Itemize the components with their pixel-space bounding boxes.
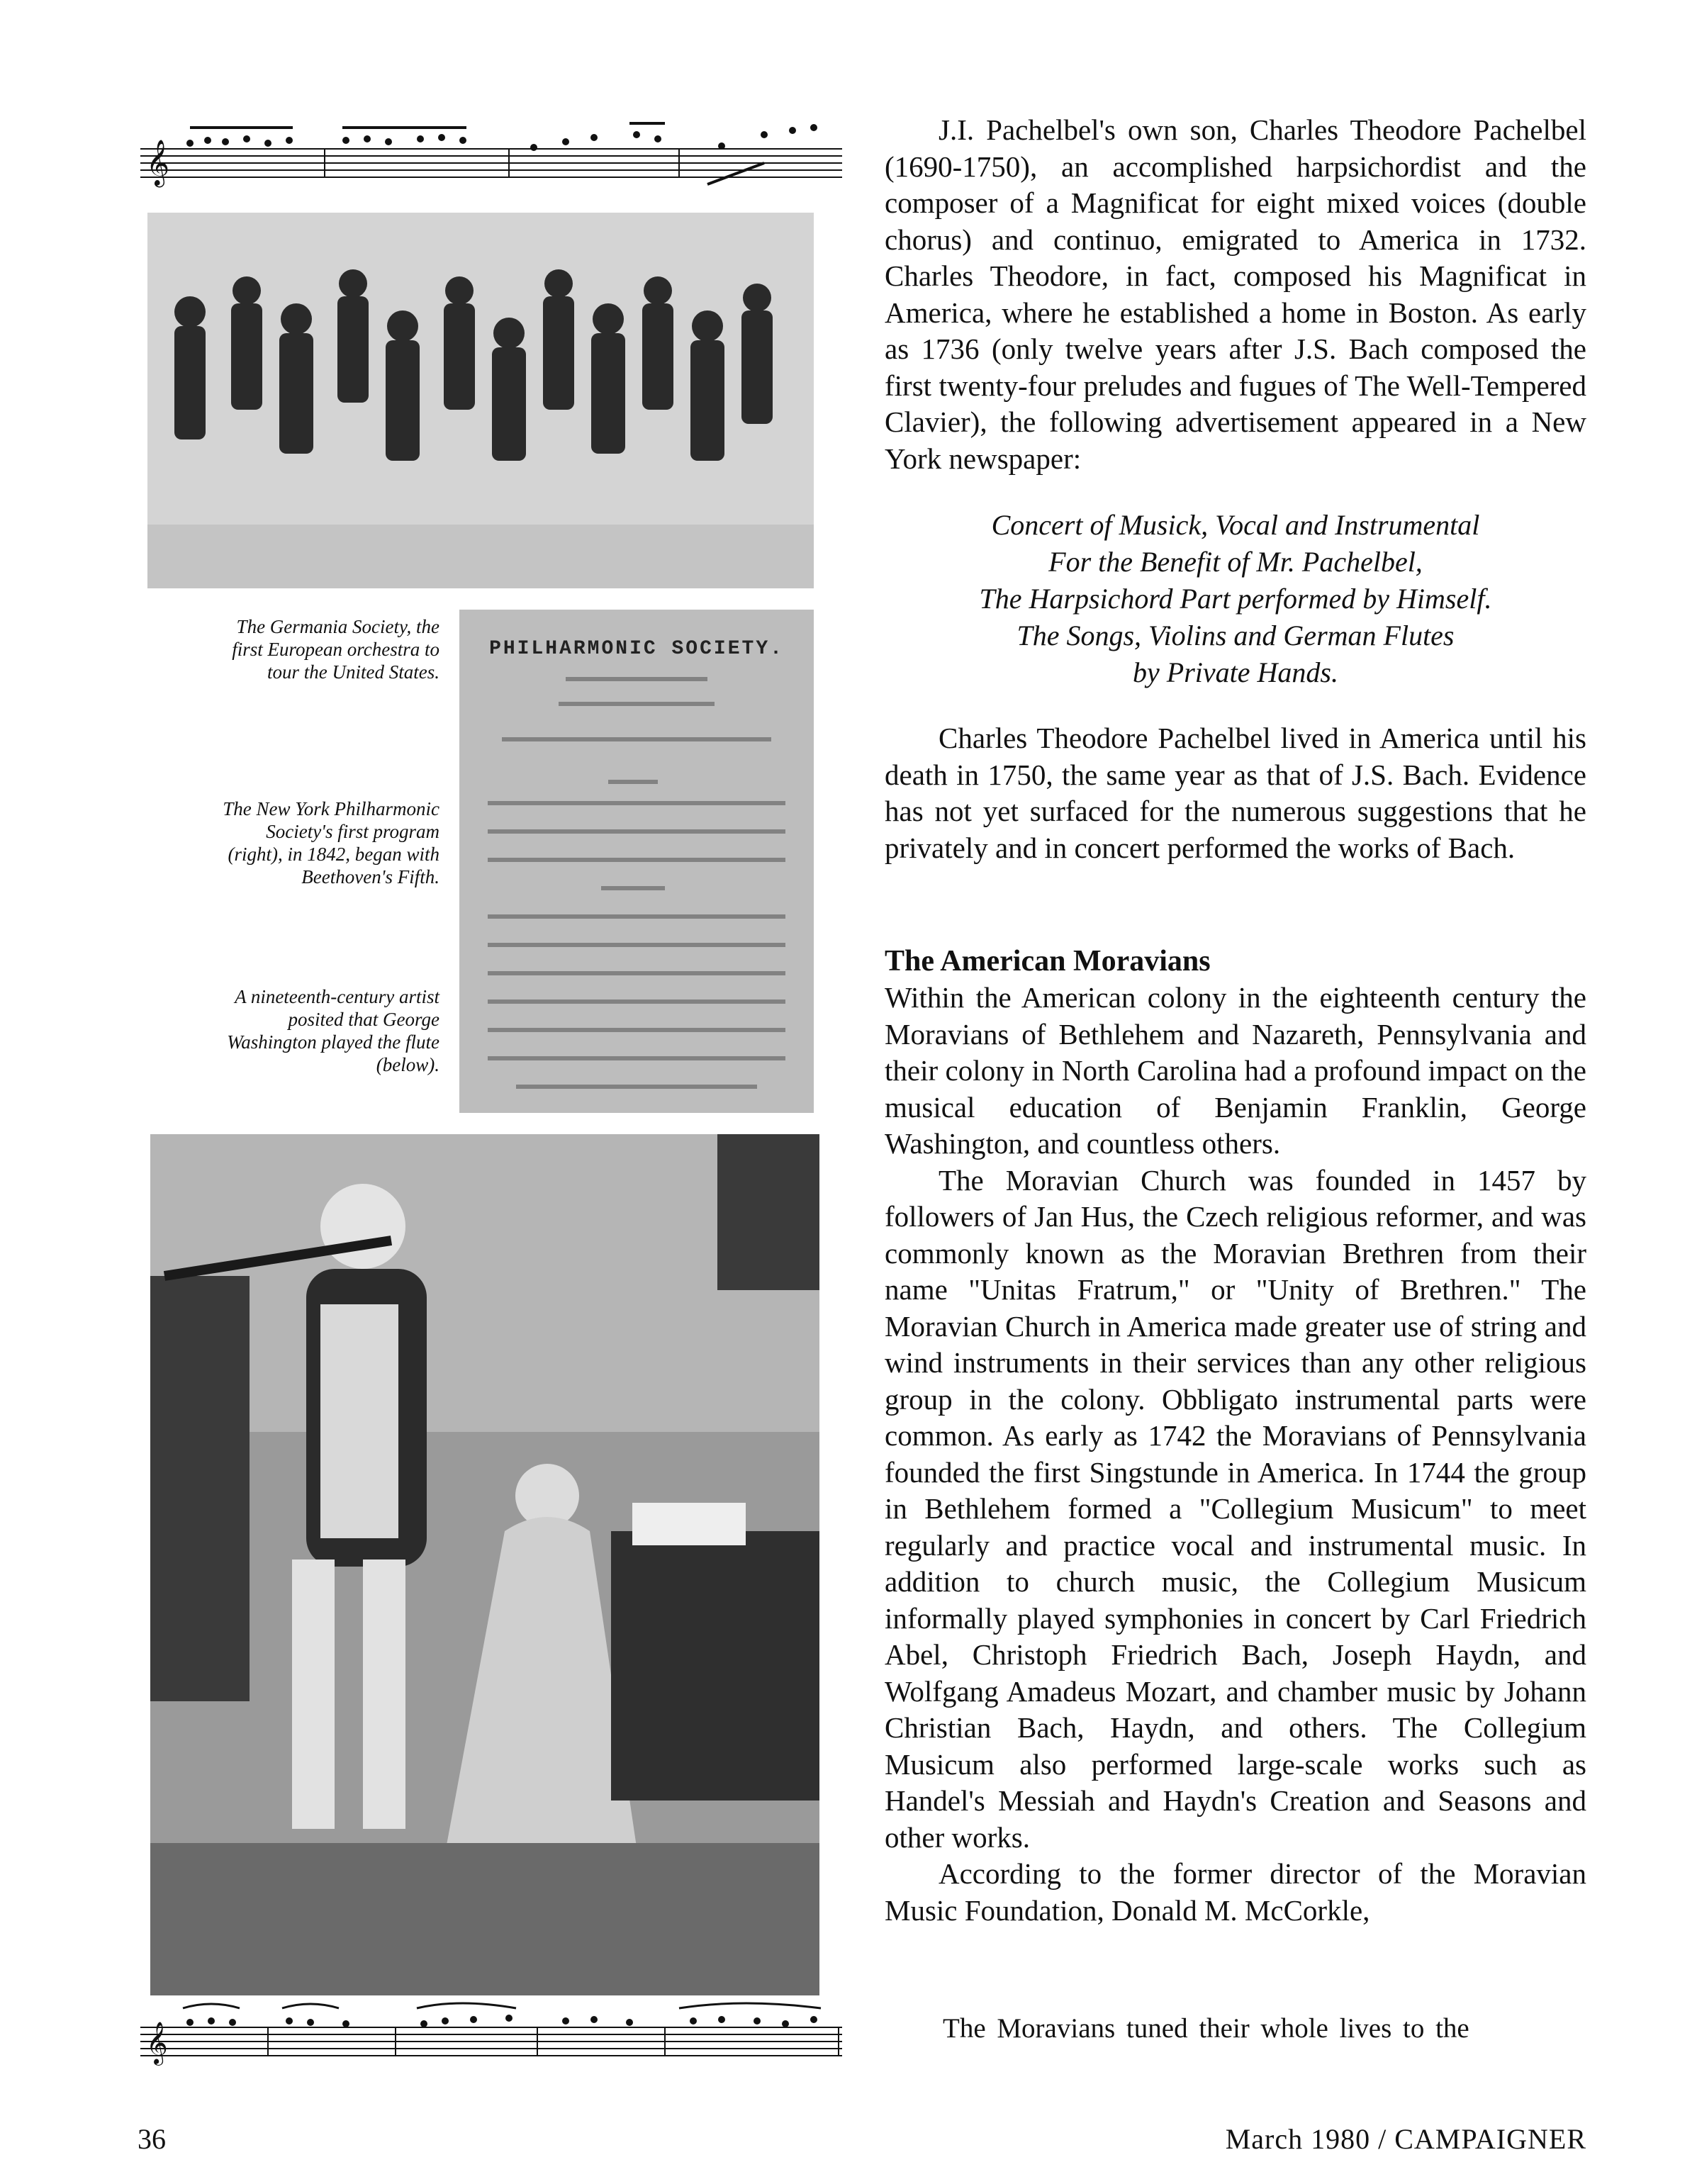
music-staff-icon — [140, 106, 842, 191]
verse-line: Concert of Musick, Vocal and Instrumental — [991, 509, 1480, 541]
svg-text:𝄞: 𝄞 — [146, 140, 170, 186]
washington-flute-painting — [150, 1134, 819, 2003]
washington-caption: A nineteenth-century artist posited that George Washington played the flute (below). — [227, 986, 439, 1075]
top-music-staff — [140, 106, 842, 191]
bottom-music-staff — [140, 1995, 842, 2070]
verse-line: The Songs, Violins and German Flutes — [1016, 620, 1455, 651]
paragraph-moravian-church: The Moravian Church was founded in 1457 by followers of Jan Hus, the Czech religious reformer, and was commonly known as the Moravian Brethren from their name "Unitas Fratrum," or "Unity of Brethren." The Moravian Church in America made greater use of string and wind instruments in their services than any other religious group in the colony. Obbligato instrumental parts were common. As early as 1742 the Moravians of Pennsylvania founded the first Singstunde in America. In 1744 the group in Bethlehem formed a "Collegium Musicum" to meet regularly and practice vocal and instrumental music. In addition to church music, the Collegium Musicum informally played symphonies in concert by Carl Friedrich Abel, Christoph Friedrich Bach, Joseph Haydn, and Wolfgang Amadeus Mozart, and chamber music by Johann Christian Bach, Haydn, and others. The Collegium Musicum also performed large-scale works such as Handel's Messiah and Haydn's Creation and Seasons and other works. — [885, 1163, 1586, 1854]
article-column-middle — [885, 720, 1586, 866]
advertisement-verse — [885, 507, 1586, 691]
paragraph-pachelbel-death: Charles Theodore Pachelbel lived in America until his death in 1750, the same year as that of J.S. Bach. Evidence has not yet surfaced for the numerous suggestions that he privately and in concert performed the works of Bach. — [885, 722, 1586, 864]
block-quote: The Moravians tuned their whole lives to the — [943, 2013, 1469, 2044]
article-column-bottom — [885, 980, 1586, 1929]
verse-line: by Private Hands. — [1133, 656, 1338, 688]
germania-society-photo — [147, 213, 814, 588]
verse-line: The Harpsichord Part performed by Himself. — [979, 583, 1492, 615]
svg-text:𝄞: 𝄞 — [146, 2022, 168, 2064]
germania-caption: The Germania Society, the first European orchestra to tour the United States. — [232, 616, 439, 683]
paragraph-mccorkle: According to the former director of the Moravian Music Foundation, Donald M. McCorkle, — [885, 1857, 1586, 1927]
issue-line: March 1980 / CAMPAIGNER — [1225, 2123, 1586, 2155]
program-title: PHILHARMONIC SOCIETY. — [489, 638, 784, 660]
music-staff-icon — [140, 1995, 842, 2070]
section-heading: The American Moravians — [885, 945, 1211, 978]
paragraph-pachelbel: J.I. Pachelbel's own son, Charles Theodore Pachelbel (1690-1750), an accomplished harpsichordist and the composer of a Magnificat for eight mixed voices (double chorus) and continuo, emigrated to America in 1732. Charles Theodore, in fact, composed his Magnificat in America, where he established a home in Boston. As early as 1736 (only twelve years after J.S. Bach composed the first twenty-four preludes and fugues of The Well-Tempered Clavier), the following advertisement appeared in a New York newspaper: — [885, 113, 1586, 475]
philharmonic-program-image — [459, 610, 814, 1113]
article-column-top — [885, 112, 1586, 477]
philharmonic-caption: The New York Philharmonic Society's first program (right), in 1842, began with Beethoven's Fifth. — [223, 798, 439, 887]
page-number: 36 — [138, 2123, 166, 2155]
verse-line: For the Benefit of Mr. Pachelbel, — [1048, 546, 1423, 578]
paragraph-moravians-intro: Within the American colony in the eighteenth century the Moravians of Bethlehem and Nazareth, Pennsylvania and their colony in North Carolina had a profound impact on the musical education of Benjamin Franklin, George Washington, and countless others. — [885, 981, 1586, 1160]
